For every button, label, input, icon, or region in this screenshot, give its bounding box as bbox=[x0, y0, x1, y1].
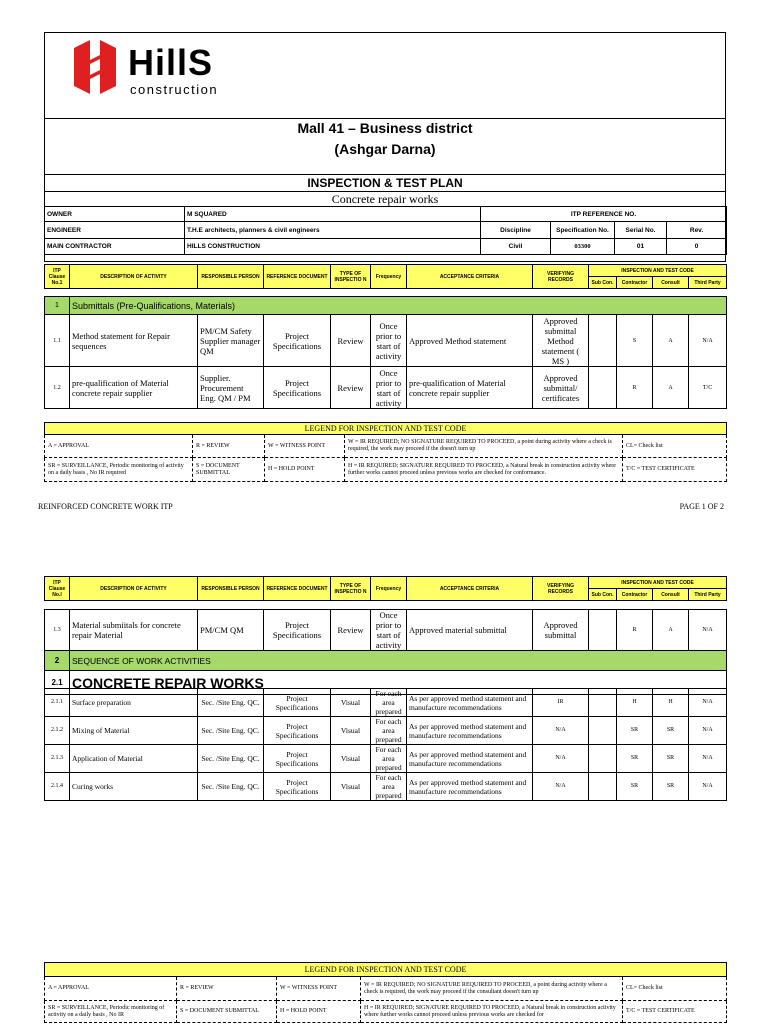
legend-surveillance: SR = SURVEILLANCE, Periodic monitoring of activity on a daily basis , No IR required bbox=[45, 458, 193, 482]
itp-column-header bbox=[44, 264, 727, 289]
row-third: N/A bbox=[689, 745, 727, 773]
row-consult: SR bbox=[653, 745, 689, 773]
row-contractor: H bbox=[617, 689, 653, 717]
row-verifying: IR bbox=[533, 689, 589, 717]
row-acceptance: As per approved method statement and manufacture recommendations bbox=[407, 745, 533, 773]
plan-subtitle: Concrete repair works bbox=[331, 192, 439, 206]
row-responsible: Sec. /Site Eng. QC. bbox=[198, 717, 264, 745]
col-contractor: Contractor bbox=[617, 277, 653, 289]
row-description: Mixing of Material bbox=[70, 717, 198, 745]
col-consult: Consult bbox=[653, 277, 689, 289]
col-code-group: INSPECTION AND TEST CODE bbox=[589, 265, 727, 277]
row-contractor: SR bbox=[617, 745, 653, 773]
col-description: DESCRIPTION OF ACTIVITY bbox=[70, 265, 198, 289]
table-row bbox=[45, 367, 727, 409]
row-sub bbox=[589, 367, 617, 409]
legend-surveillance: SR = SURVEILLANCE, Periodic monitoring of activity on a daily basis , No IR bbox=[45, 1001, 177, 1023]
itp-table-page1 bbox=[44, 296, 727, 409]
row-acceptance: As per approved method statement and manufacture recommendations bbox=[407, 773, 533, 801]
row-description: Surface preparation bbox=[70, 689, 198, 717]
row-sub bbox=[589, 689, 617, 717]
row-third: N/A bbox=[689, 717, 727, 745]
col-code-group: INSPECTION AND TEST CODE bbox=[589, 577, 727, 589]
row-type: Visual bbox=[331, 773, 371, 801]
table-row bbox=[45, 689, 727, 717]
col-responsible: RESPONSIBLE PERSON bbox=[198, 265, 264, 289]
row-sub bbox=[589, 745, 617, 773]
row-third: N/A bbox=[689, 689, 727, 717]
plan-title: INSPECTION & TEST PLAN bbox=[307, 176, 463, 190]
table-row bbox=[45, 610, 727, 651]
legend-review: R = REVIEW bbox=[177, 977, 277, 1001]
legend-review: R = REVIEW bbox=[193, 435, 265, 458]
row-verifying: Approved submittal bbox=[533, 610, 589, 651]
row-sub bbox=[589, 773, 617, 801]
logo-word: HillS bbox=[128, 42, 214, 83]
discipline-label: Discipline bbox=[481, 222, 551, 239]
row-clause: 1.2 bbox=[45, 367, 70, 409]
row-sub bbox=[589, 717, 617, 745]
row-consult: A bbox=[653, 315, 689, 367]
col-third: Third Party bbox=[689, 589, 727, 601]
contractor-value: HILLS CONSTRUCTION bbox=[185, 239, 481, 255]
section-2-1-title: CONCRETE REPAIR WORKS bbox=[70, 671, 727, 695]
row-third: N/A bbox=[689, 773, 727, 801]
col-type: TYPE OF INSPECTIO N bbox=[331, 577, 371, 601]
section-1-number: 1 bbox=[45, 297, 70, 315]
section-2-title: SEQUENCE OF WORK ACTIVITIES bbox=[70, 651, 727, 671]
row-acceptance: As per approved method statement and manufacture recommendations bbox=[407, 717, 533, 745]
row-consult: A bbox=[653, 610, 689, 651]
col-reference: REFERENCE DOCUMENT bbox=[264, 577, 331, 601]
row-clause: 2.1.4 bbox=[45, 773, 70, 801]
row-acceptance: As per approved method statement and manufacture recommendations bbox=[407, 689, 533, 717]
hills-logo-icon bbox=[66, 38, 124, 94]
row-type: Visual bbox=[331, 745, 371, 773]
col-responsible: RESPONSIBLE PERSON bbox=[198, 577, 264, 601]
col-description: DESCRIPTION OF ACTIVITY bbox=[70, 577, 198, 601]
row-responsible: Sec. /Site Eng. QC. bbox=[198, 689, 264, 717]
col-acceptance: ACCEPTANCE CRITERIA bbox=[407, 265, 533, 289]
row-acceptance: Approved Method statement bbox=[407, 315, 533, 367]
row-reference: Project Specifications bbox=[264, 717, 331, 745]
row-frequency: Once prior to start of activity bbox=[371, 610, 407, 651]
row-responsible: PM/CM Safety Supplier manager QM bbox=[198, 315, 264, 367]
legend-h-ir: H = IR REQUIRED; SIGNATURE REQUIRED TO PROCEED, a Natural break in construction activity where further works cannot proceed unless previous works are checked for bbox=[361, 1001, 623, 1023]
row-clause: 2.1.1 bbox=[45, 689, 70, 717]
col-sub: Sub Con. bbox=[589, 589, 617, 601]
legend-submittal: S = DOCUMENT SUBMITTAL bbox=[193, 458, 265, 482]
legend-approval: A = APPROVAL bbox=[45, 435, 193, 458]
col-type: TYPE OF INSPECTIO N bbox=[331, 265, 371, 289]
row-frequency: For each area prepared bbox=[371, 689, 407, 717]
owner-label: OWNER bbox=[45, 207, 185, 222]
row-description: pre-qualification of Material concrete repair supplier bbox=[70, 367, 198, 409]
row-clause: 2.1.2 bbox=[45, 717, 70, 745]
row-contractor: R bbox=[617, 610, 653, 651]
legend-h-ir: H = IR REQUIRED; SIGNATURE REQUIRED TO PROCEED, a Natural break in construction activity where further works cannot proceed unless previous works are checked for conformance. bbox=[345, 458, 623, 482]
row-reference: Project Specifications bbox=[264, 745, 331, 773]
table-row bbox=[45, 773, 727, 801]
discipline-value: Civil bbox=[481, 239, 551, 255]
itp-ref-label: ITP REFERENCE NO. bbox=[481, 207, 727, 222]
section-2-row bbox=[45, 651, 727, 671]
row-type: Review bbox=[331, 315, 371, 367]
row-verifying: N/A bbox=[533, 717, 589, 745]
row-clause: 1.1 bbox=[45, 315, 70, 367]
row-verifying: Approved submittal/ certificates bbox=[533, 367, 589, 409]
row-third: N/A bbox=[689, 315, 727, 367]
col-clause: ITP Clause No.l bbox=[45, 577, 70, 601]
col-frequency: Frequency bbox=[371, 265, 407, 289]
row-reference: Project Specifications bbox=[264, 610, 331, 651]
col-acceptance: ACCEPTANCE CRITERIA bbox=[407, 577, 533, 601]
row-responsible: Sec. /Site Eng. QC. bbox=[198, 773, 264, 801]
row-frequency: For each area prepared bbox=[371, 717, 407, 745]
row-contractor: S bbox=[617, 315, 653, 367]
legend-test-cert: T/C = TEST CERTIFICATE bbox=[623, 458, 727, 482]
row-reference: Project Specifications bbox=[264, 315, 331, 367]
row-type: Visual bbox=[331, 689, 371, 717]
legend-table-page2 bbox=[44, 962, 727, 1023]
row-type: Review bbox=[331, 367, 371, 409]
row-verifying: Approved submittal Method statement ( MS ) bbox=[533, 315, 589, 367]
row-consult: A bbox=[653, 367, 689, 409]
row-description: Method statement for Repair sequences bbox=[70, 315, 198, 367]
col-verifying: VERIFYING RECORDS bbox=[533, 265, 589, 289]
engineer-value: T.H.E architects, planners & civil engineers bbox=[185, 222, 481, 239]
col-contractor: Contractor bbox=[617, 589, 653, 601]
legend-title: LEGEND FOR INSPECTION AND TEST CODE bbox=[45, 963, 727, 977]
serial-value: 01 bbox=[615, 239, 667, 255]
col-frequency: Frequency bbox=[371, 577, 407, 601]
row-consult: SR bbox=[653, 773, 689, 801]
row-verifying: N/A bbox=[533, 773, 589, 801]
row-responsible: Sec. /Site Eng. QC. bbox=[198, 745, 264, 773]
legend-w-ir: W = IR REQUIRED; NO SIGNATURE REQUIRED TO PROCEED, a point during activity where a check is required, the work may proceed if the consultant doesn't turn up bbox=[361, 977, 623, 1001]
row-reference: Project Specifications bbox=[264, 773, 331, 801]
legend-witness: W = WITNESS POINT bbox=[277, 977, 361, 1001]
legend-hold: H = HOLD POINT bbox=[265, 458, 345, 482]
legend-table-page1 bbox=[44, 422, 727, 482]
row-sub bbox=[589, 610, 617, 651]
row-type: Review bbox=[331, 610, 371, 651]
row-frequency: Once prior to start of activity bbox=[371, 315, 407, 367]
section-2-number: 2 bbox=[45, 651, 70, 671]
row-reference: Project Specifications bbox=[264, 689, 331, 717]
row-verifying: N/A bbox=[533, 745, 589, 773]
row-contractor: SR bbox=[617, 717, 653, 745]
project-info-table bbox=[44, 206, 727, 255]
legend-submittal: S = DOCUMENT SUBMITTAL bbox=[177, 1001, 277, 1023]
row-description: Material submiitals for concrete repair Material bbox=[70, 610, 198, 651]
row-description: Application of Material bbox=[70, 745, 198, 773]
footer-left: REINFORCED CONCRETE WORK ITP bbox=[38, 502, 173, 511]
col-sub: Sub Con. bbox=[589, 277, 617, 289]
row-frequency: For each area prepared bbox=[371, 773, 407, 801]
legend-checklist: CL= Check list bbox=[623, 435, 727, 458]
row-frequency: Once prior to start of activity bbox=[371, 367, 407, 409]
row-contractor: R bbox=[617, 367, 653, 409]
contractor-label: MAIN CONTRACTOR bbox=[45, 239, 185, 255]
serial-label: Serial No. bbox=[615, 222, 667, 239]
row-frequency: For each area prepared bbox=[371, 745, 407, 773]
itp-column-header-page2 bbox=[44, 576, 727, 601]
owner-value: M SQUARED bbox=[185, 207, 481, 222]
rev-label: Rev. bbox=[667, 222, 727, 239]
spec-value: 03300 bbox=[551, 239, 615, 255]
row-acceptance: pre-qualification of Material concrete repair supplier bbox=[407, 367, 533, 409]
table-row bbox=[45, 717, 727, 745]
itp-table-page2 bbox=[44, 609, 727, 695]
row-consult: H bbox=[653, 689, 689, 717]
row-sub bbox=[589, 315, 617, 367]
col-third: Third Party bbox=[689, 277, 727, 289]
col-verifying: VERIFYING RECORDS bbox=[533, 577, 589, 601]
legend-checklist: CL= Check list bbox=[623, 977, 727, 1001]
row-responsible: PM/CM QM bbox=[198, 610, 264, 651]
legend-approval: A = APPROVAL bbox=[45, 977, 177, 1001]
section-1-title: Submittals (Pre-Qualifications, Materials) bbox=[70, 297, 727, 315]
logo-subtitle: construction bbox=[130, 82, 219, 97]
row-reference: Project Specifications bbox=[264, 367, 331, 409]
section-1-row bbox=[45, 297, 727, 315]
row-responsible: Supplier. Procurement Eng. QM / PM bbox=[198, 367, 264, 409]
row-third: N/A bbox=[689, 610, 727, 651]
row-description: Curing works bbox=[70, 773, 198, 801]
legend-hold: H = HOLD POINT bbox=[277, 1001, 361, 1023]
project-location: (Ashgar Darna) bbox=[334, 141, 436, 157]
row-contractor: SR bbox=[617, 773, 653, 801]
legend-witness: W = WITNESS POINT bbox=[265, 435, 345, 458]
row-consult: SR bbox=[653, 717, 689, 745]
row-third: T/C bbox=[689, 367, 727, 409]
col-consult: Consult bbox=[653, 589, 689, 601]
hills-logo bbox=[66, 38, 246, 98]
row-clause: 1.3 bbox=[45, 610, 70, 651]
row-clause: 2.1.3 bbox=[45, 745, 70, 773]
section-2-1-number: 2.1 bbox=[45, 671, 70, 695]
legend-title: LEGEND FOR INSPECTION AND TEST CODE bbox=[45, 423, 727, 435]
itp-table-page2-activities bbox=[44, 688, 727, 801]
header-divider bbox=[44, 118, 726, 119]
legend-w-ir: W = IR REQUIRED; NO SIGNATURE REQUIRED TO PROCEED, a point during activity where a check is required, the work may proceed if the doesn't turn up bbox=[345, 435, 623, 458]
footer-right: PAGE 1 OF 2 bbox=[679, 502, 724, 511]
row-type: Visual bbox=[331, 717, 371, 745]
spec-label: Specification No. bbox=[551, 222, 615, 239]
col-clause: ITP Clause No.1 bbox=[45, 265, 70, 289]
rev-value: 0 bbox=[667, 239, 727, 255]
legend-test-cert: T/C = TEST CERTIFICATE bbox=[623, 1001, 727, 1023]
table-row bbox=[45, 315, 727, 367]
row-acceptance: Approved material submittal bbox=[407, 610, 533, 651]
table-row bbox=[45, 745, 727, 773]
project-name: Mall 41 – Business district bbox=[297, 120, 473, 136]
engineer-label: ENGINEER bbox=[45, 222, 185, 239]
col-reference: REFERENCE DOCUMENT bbox=[264, 265, 331, 289]
